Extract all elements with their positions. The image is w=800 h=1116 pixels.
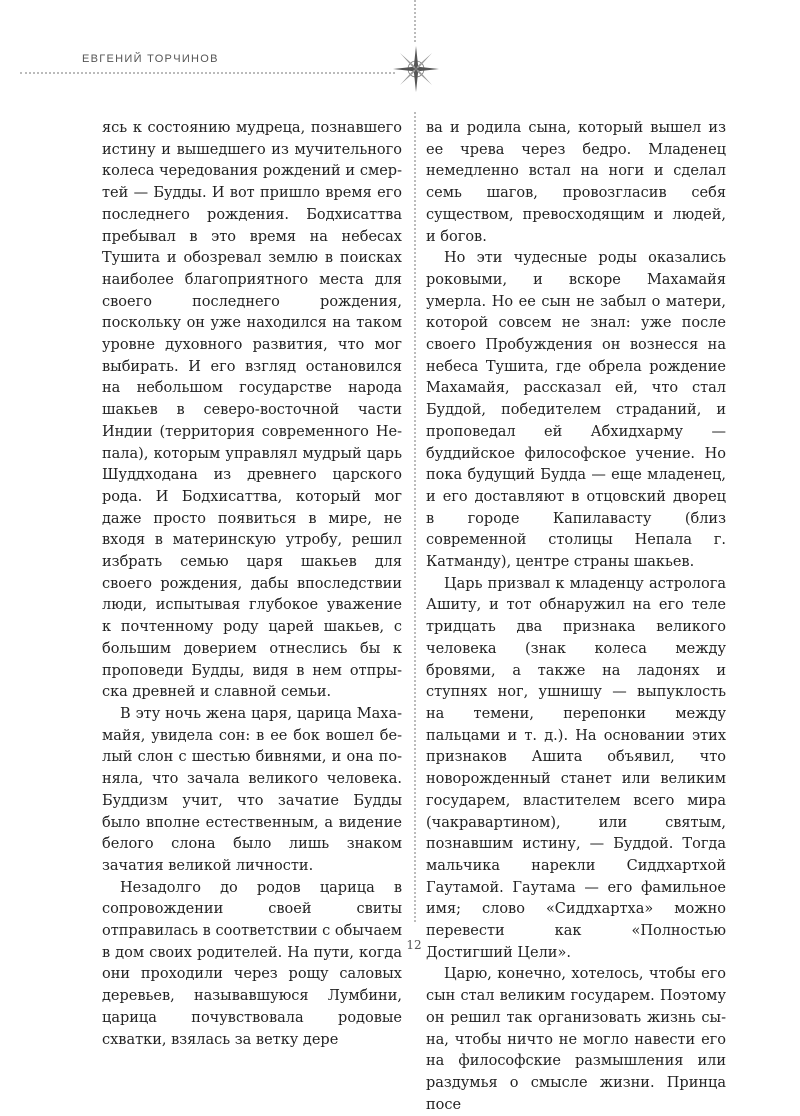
center-dotted-divider-bottom bbox=[414, 112, 416, 922]
paragraph: Но эти чудесные роды оказались роковыми, и вскоре Махамайя умерла. Но ее сын не забыл о матери, которой совсем не знал: уже после своего Пробуждения он вознесся на небеса Тушита, где обрела рождение Махамайя, рассказал ей, что стал Буддой, победителем страданий, и проповедал ей Абхидхарму — буддийское философское учение. Но пока будущий Будда — еще младенец, и его доставляют в отцовский дворец в городе Капилавасту (близ современной столицы Непала г. Катманду), центре страны шакьев. bbox=[426, 250, 726, 571]
running-header-author: ЕВГЕНИЙ ТОРЧИНОВ bbox=[82, 53, 219, 65]
left-text-column bbox=[102, 118, 402, 1051]
paragraph: Царю, конечно, хотелось, чтобы его сын стал великим государем. Поэтому он решил так организовать жизнь сына, чтобы ничто не могло навести его на философские размышления или раздумья о смысле жизни. Принца посе bbox=[426, 966, 726, 1113]
paragraph: ясь к состоянию мудреца, познавшего истину и вышедшего из мучительного колеса чередования рождений и смертей — Будды. И вот пришло время его последнего рождения. Бодхисаттва пребывал в это время на небесах Тушита и обозревал землю в поисках наиболее благоприятного места для своего последнего рождения, поскольку он уже находился на таком уровне духовного развития, что мог выбирать. И его взгляд остановился на небольшом государстве народа шакьев в северо-восточной части Индии (территория современного Непала), которым управлял мудрый царь Шуддходана из древнего царского рода. И Бодхисаттва, который мог даже просто появиться в мире, не входя в материнскую утробу, решил избрать семью царя шакьев для своего рождения, дабы впоследствии люди, испытывая глубокое уважение к почтенному роду царей шакьев, с большим доверием отнеслись бы к проповеди Будды, видя в нем отпрыска древней и славной семьи. bbox=[102, 120, 402, 701]
paragraph: Незадолго до родов царица в сопровождении своей свиты отправилась в соответствии с обычаем в дом своих родителей. На пути, когда они проходили через рощу саловых деревьев, называвшуюся Лумбини, царица почувствовала родовые схватки, взялась за ветку дере bbox=[102, 879, 402, 1048]
paragraph: Царь призвал к младенцу астролога Ашиту, и тот обнаружил на его теле тридцать два признака великого человека (знак колеса между бровями, а также на ладонях и ступнях ног, ушнишу — выпуклость на темени, перепонки между пальцами и т. д.). На основании этих признаков Ашита объявил, что новорожденный станет или великим государем, властителем всего мира (чакравартином), или святым, познавшим истину, — Буддой. Тогда мальчика нарекли Сиддхартхой Гаутамой. Гаутама — его фамильное имя; слово «Сиддхартха» можно перевести как «Полностью Достигший Цели». bbox=[426, 575, 726, 961]
center-dotted-divider-top bbox=[414, 0, 416, 42]
header-dotted-rule bbox=[20, 72, 395, 74]
page-number: 12 bbox=[406, 938, 422, 952]
compass-rose-icon bbox=[392, 45, 440, 93]
paragraph: В эту ночь жена царя, царица Махамайя, увидела сон: в ее бок вошел белый слон с шестью бивнями, и она поняла, что зачала великого человека. Буддизм учит, что зачатие Будды было вполне естественным, а видение белого слона было лишь знаком зачатия великой личности. bbox=[102, 705, 402, 874]
paragraph: ва и родила сына, который вышел из ее чрева через бедро. Младенец немедленно встал на ноги и сделал семь шагов, провозгласив себя существом, превосходящим и людей, и богов. bbox=[426, 120, 726, 245]
right-text-column bbox=[426, 118, 726, 1116]
